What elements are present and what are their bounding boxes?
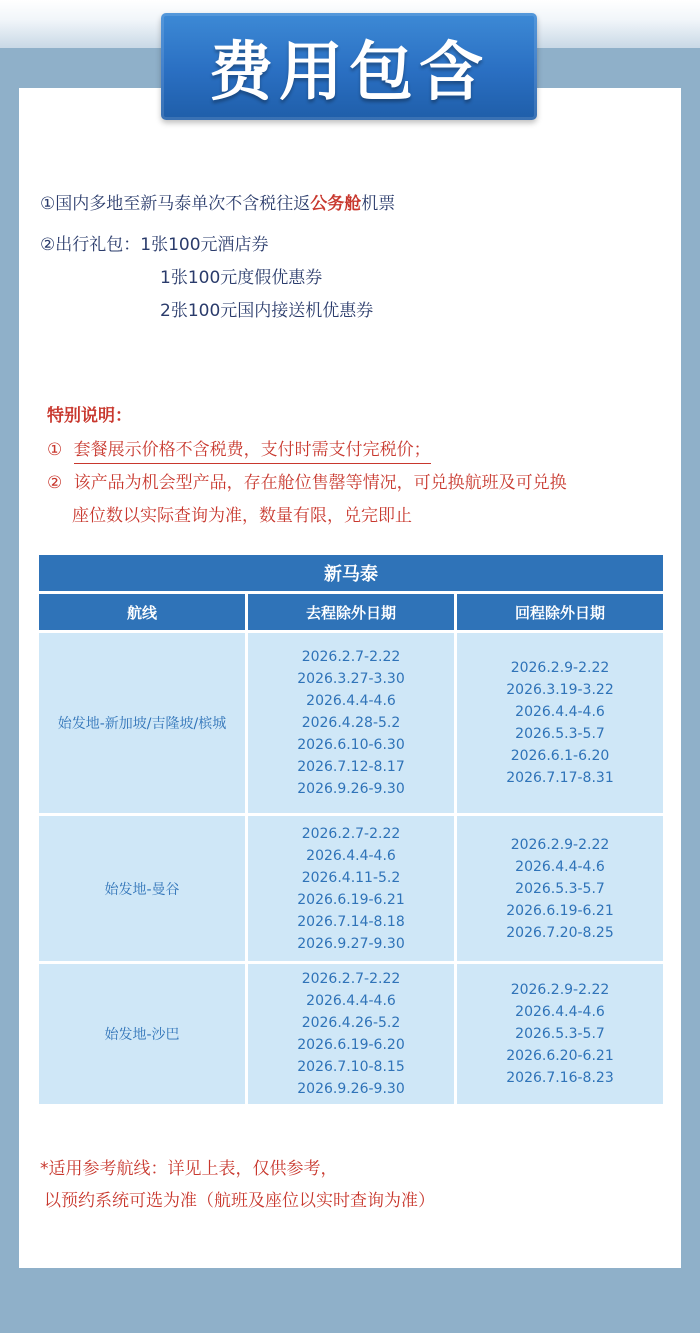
return-date: 2026.7.20-8.25 (506, 924, 614, 941)
return-date: 2026.7.16-8.23 (506, 1070, 614, 1086)
return-date: 2026.6.1-6.20 (510, 748, 610, 764)
outbound-date: 2026.4.4-4.6 (306, 693, 396, 709)
outbound-date: 2026.2.7-2.22 (301, 649, 401, 665)
return-dates-cell (457, 633, 663, 813)
highlight-business-class: 公务舱 (310, 194, 362, 214)
return-date: 2026.2.9-2.22 (510, 982, 610, 998)
outbound-date: 2026.4.4-4.6 (306, 993, 396, 1009)
note-1: ① 套餐展示价格不含税费，支付时需支付完税价； (47, 435, 431, 460)
include-item-1: ①国内多地至新马泰单次不含税往返公务舱机票 (40, 194, 396, 214)
exclusion-dates-table (39, 555, 663, 1104)
note-1-text: 套餐展示价格不含税费，支付时需支付完税价； (74, 440, 431, 464)
table-header-row (39, 594, 663, 630)
outbound-date: 2026.4.4-4.6 (306, 847, 396, 864)
footer-line-2: 以预约系统可选为准（航班及座位以实时查询为准） (44, 1191, 435, 1211)
note-2: ② 该产品为机会型产品，存在舱位售罄等情况，可兑换航班及可兑换 (47, 473, 567, 493)
return-date: 2026.6.20-6.21 (506, 1048, 614, 1064)
route-cell: 始发地-曼谷 (39, 816, 245, 961)
table-body (39, 633, 663, 1104)
outbound-date: 2026.4.28-5.2 (301, 715, 401, 731)
outbound-dates-cell (248, 633, 454, 813)
table-title: 新马泰 (39, 555, 663, 591)
note-2-line-1: 该产品为机会型产品，存在舱位售罄等情况，可兑换航班及可兑换 (73, 473, 567, 493)
outbound-date: 2026.6.10-6.30 (297, 737, 405, 753)
gift-2: 1张100元度假优惠券 (160, 268, 323, 288)
outbound-dates-cell (248, 816, 454, 961)
return-date: 2026.4.4-4.6 (515, 858, 605, 875)
note-2-line-2: 座位数以实际查询为准，数量有限，兑完即止 (72, 506, 412, 526)
outbound-date: 2026.9.26-9.30 (297, 1081, 405, 1097)
return-date: 2026.4.4-4.6 (515, 1004, 605, 1020)
return-date: 2026.2.9-2.22 (510, 660, 610, 676)
return-date: 2026.4.4-4.6 (515, 704, 605, 720)
return-date: 2026.6.19-6.21 (506, 902, 614, 919)
outbound-date: 2026.6.19-6.21 (297, 891, 405, 908)
return-date: 2026.2.9-2.22 (510, 836, 610, 853)
outbound-date: 2026.2.7-2.22 (301, 825, 401, 842)
notes-title: 特别说明： (47, 406, 132, 426)
footer-line-1: *适用参考航线：详见上表，仅供参考， (40, 1159, 338, 1179)
outbound-date: 2026.9.27-9.30 (297, 935, 405, 952)
gift-1: 1张100元酒店券 (140, 235, 269, 255)
outbound-date: 2026.4.11-5.2 (301, 869, 401, 886)
outbound-date: 2026.7.14-8.18 (297, 913, 405, 930)
header-route: 航线 (39, 594, 245, 630)
gift-pack-label: ②出行礼包： (40, 235, 141, 255)
table-row (39, 964, 663, 1104)
outbound-date: 2026.3.27-3.30 (297, 671, 405, 687)
outbound-date: 2026.7.12-8.17 (297, 759, 405, 775)
route-cell: 始发地-沙巴 (39, 964, 245, 1104)
include-item-2 (40, 230, 269, 255)
return-date: 2026.5.3-5.7 (515, 1026, 605, 1042)
return-date: 2026.5.3-5.7 (515, 726, 605, 742)
outbound-dates-cell (248, 964, 454, 1104)
return-date: 2026.7.17-8.31 (506, 770, 614, 786)
outbound-date: 2026.9.26-9.30 (297, 781, 405, 797)
table-row (39, 633, 663, 813)
outbound-date: 2026.4.26-5.2 (301, 1015, 401, 1031)
return-date: 2026.3.19-3.22 (506, 682, 614, 698)
route-cell: 始发地-新加坡/吉隆坡/槟城 (39, 633, 245, 813)
outbound-date: 2026.7.10-8.15 (297, 1059, 405, 1075)
header-return: 回程除外日期 (457, 594, 663, 630)
outbound-date: 2026.6.19-6.20 (297, 1037, 405, 1053)
title-banner (161, 13, 537, 120)
outbound-date: 2026.2.7-2.22 (301, 971, 401, 987)
table-row (39, 816, 663, 961)
return-dates-cell (457, 816, 663, 961)
header-outbound: 去程除外日期 (248, 594, 454, 630)
return-date: 2026.5.3-5.7 (515, 880, 605, 897)
return-dates-cell (457, 964, 663, 1104)
page-title: 费用包含 (209, 35, 489, 110)
gift-3: 2张100元国内接送机优惠券 (160, 301, 374, 321)
